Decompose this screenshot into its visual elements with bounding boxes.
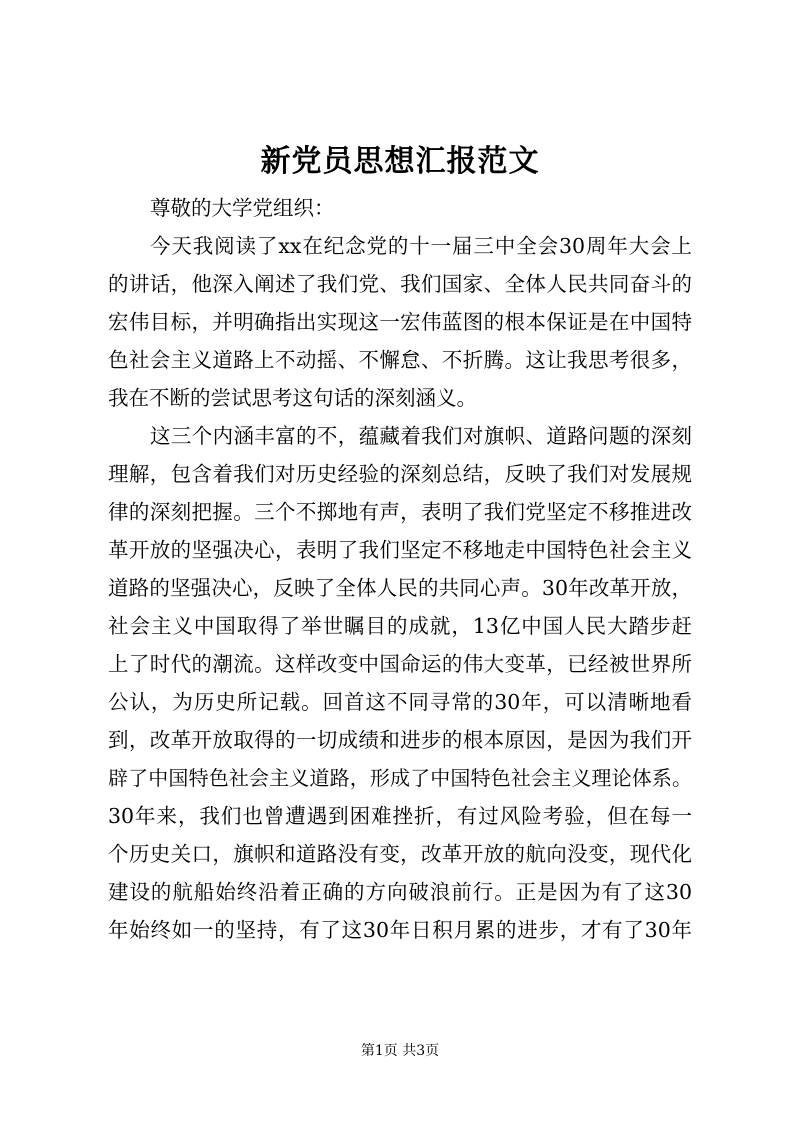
paragraph-line: 这三个内涵丰富的不，蕴藏着我们对旗帜、道路问题的深刻 bbox=[150, 424, 692, 448]
paragraph-line: 辟了中国特色社会主义道路，形成了中国特色社会主义理论体系。 bbox=[108, 766, 692, 790]
paragraph-line: 上了时代的潮流。这样改变中国命运的伟大变革，已经被世界所 bbox=[108, 652, 692, 676]
paragraph-line: 宏伟目标，并明确指出实现这一宏伟蓝图的根本保证是在中国特 bbox=[108, 310, 692, 334]
paragraph-line: 建设的航船始终沿着正确的方向破浪前行。正是因为有了这30 bbox=[108, 880, 692, 904]
paragraph-line: 的讲话，他深入阐述了我们党、我们国家、全体人民共同奋斗的 bbox=[108, 272, 692, 296]
paragraph-line: 今天我阅读了xx在纪念党的十一届三中全会30周年大会上 bbox=[150, 234, 692, 258]
paragraph-line: 30年来，我们也曾遭遇到困难挫折，有过风险考验，但在每一 bbox=[108, 804, 692, 828]
paragraph-line: 社会主义中国取得了举世瞩目的成就，13亿中国人民大踏步赶 bbox=[108, 614, 692, 638]
salutation-line: 尊敬的大学党组织： bbox=[150, 196, 335, 220]
paragraph-line: 年始终如一的坚持，有了这30年日积月累的进步，才有了30年 bbox=[108, 918, 692, 942]
paragraph-line: 我在不断的尝试思考这句话的深刻涵义。 bbox=[108, 386, 477, 410]
paragraph-line: 公认，为历史所记载。回首这不同寻常的30年，可以清晰地看 bbox=[108, 690, 692, 714]
paragraph-line: 律的深刻把握。三个不掷地有声，表明了我们党坚定不移推进改 bbox=[108, 500, 692, 524]
paragraph-line: 到，改革开放取得的一切成绩和进步的根本原因，是因为我们开 bbox=[108, 728, 692, 752]
paragraph-line: 理解，包含着我们对历史经验的深刻总结，反映了我们对发展规 bbox=[108, 462, 692, 486]
paragraph-line: 革开放的坚强决心，表明了我们坚定不移地走中国特色社会主义 bbox=[108, 538, 692, 562]
paragraph-line: 色社会主义道路上不动摇、不懈怠、不折腾。这让我思考很多， bbox=[108, 348, 692, 372]
paragraph-line: 个历史关口，旗帜和道路没有变，改革开放的航向没变，现代化 bbox=[108, 842, 692, 866]
page-title: 新党员思想汇报范文 bbox=[260, 144, 540, 179]
page-footer: 第1页 共3页 bbox=[360, 1043, 440, 1059]
paragraph-line: 道路的坚强决心，反映了全体人民的共同心声。30年改革开放， bbox=[108, 576, 692, 600]
